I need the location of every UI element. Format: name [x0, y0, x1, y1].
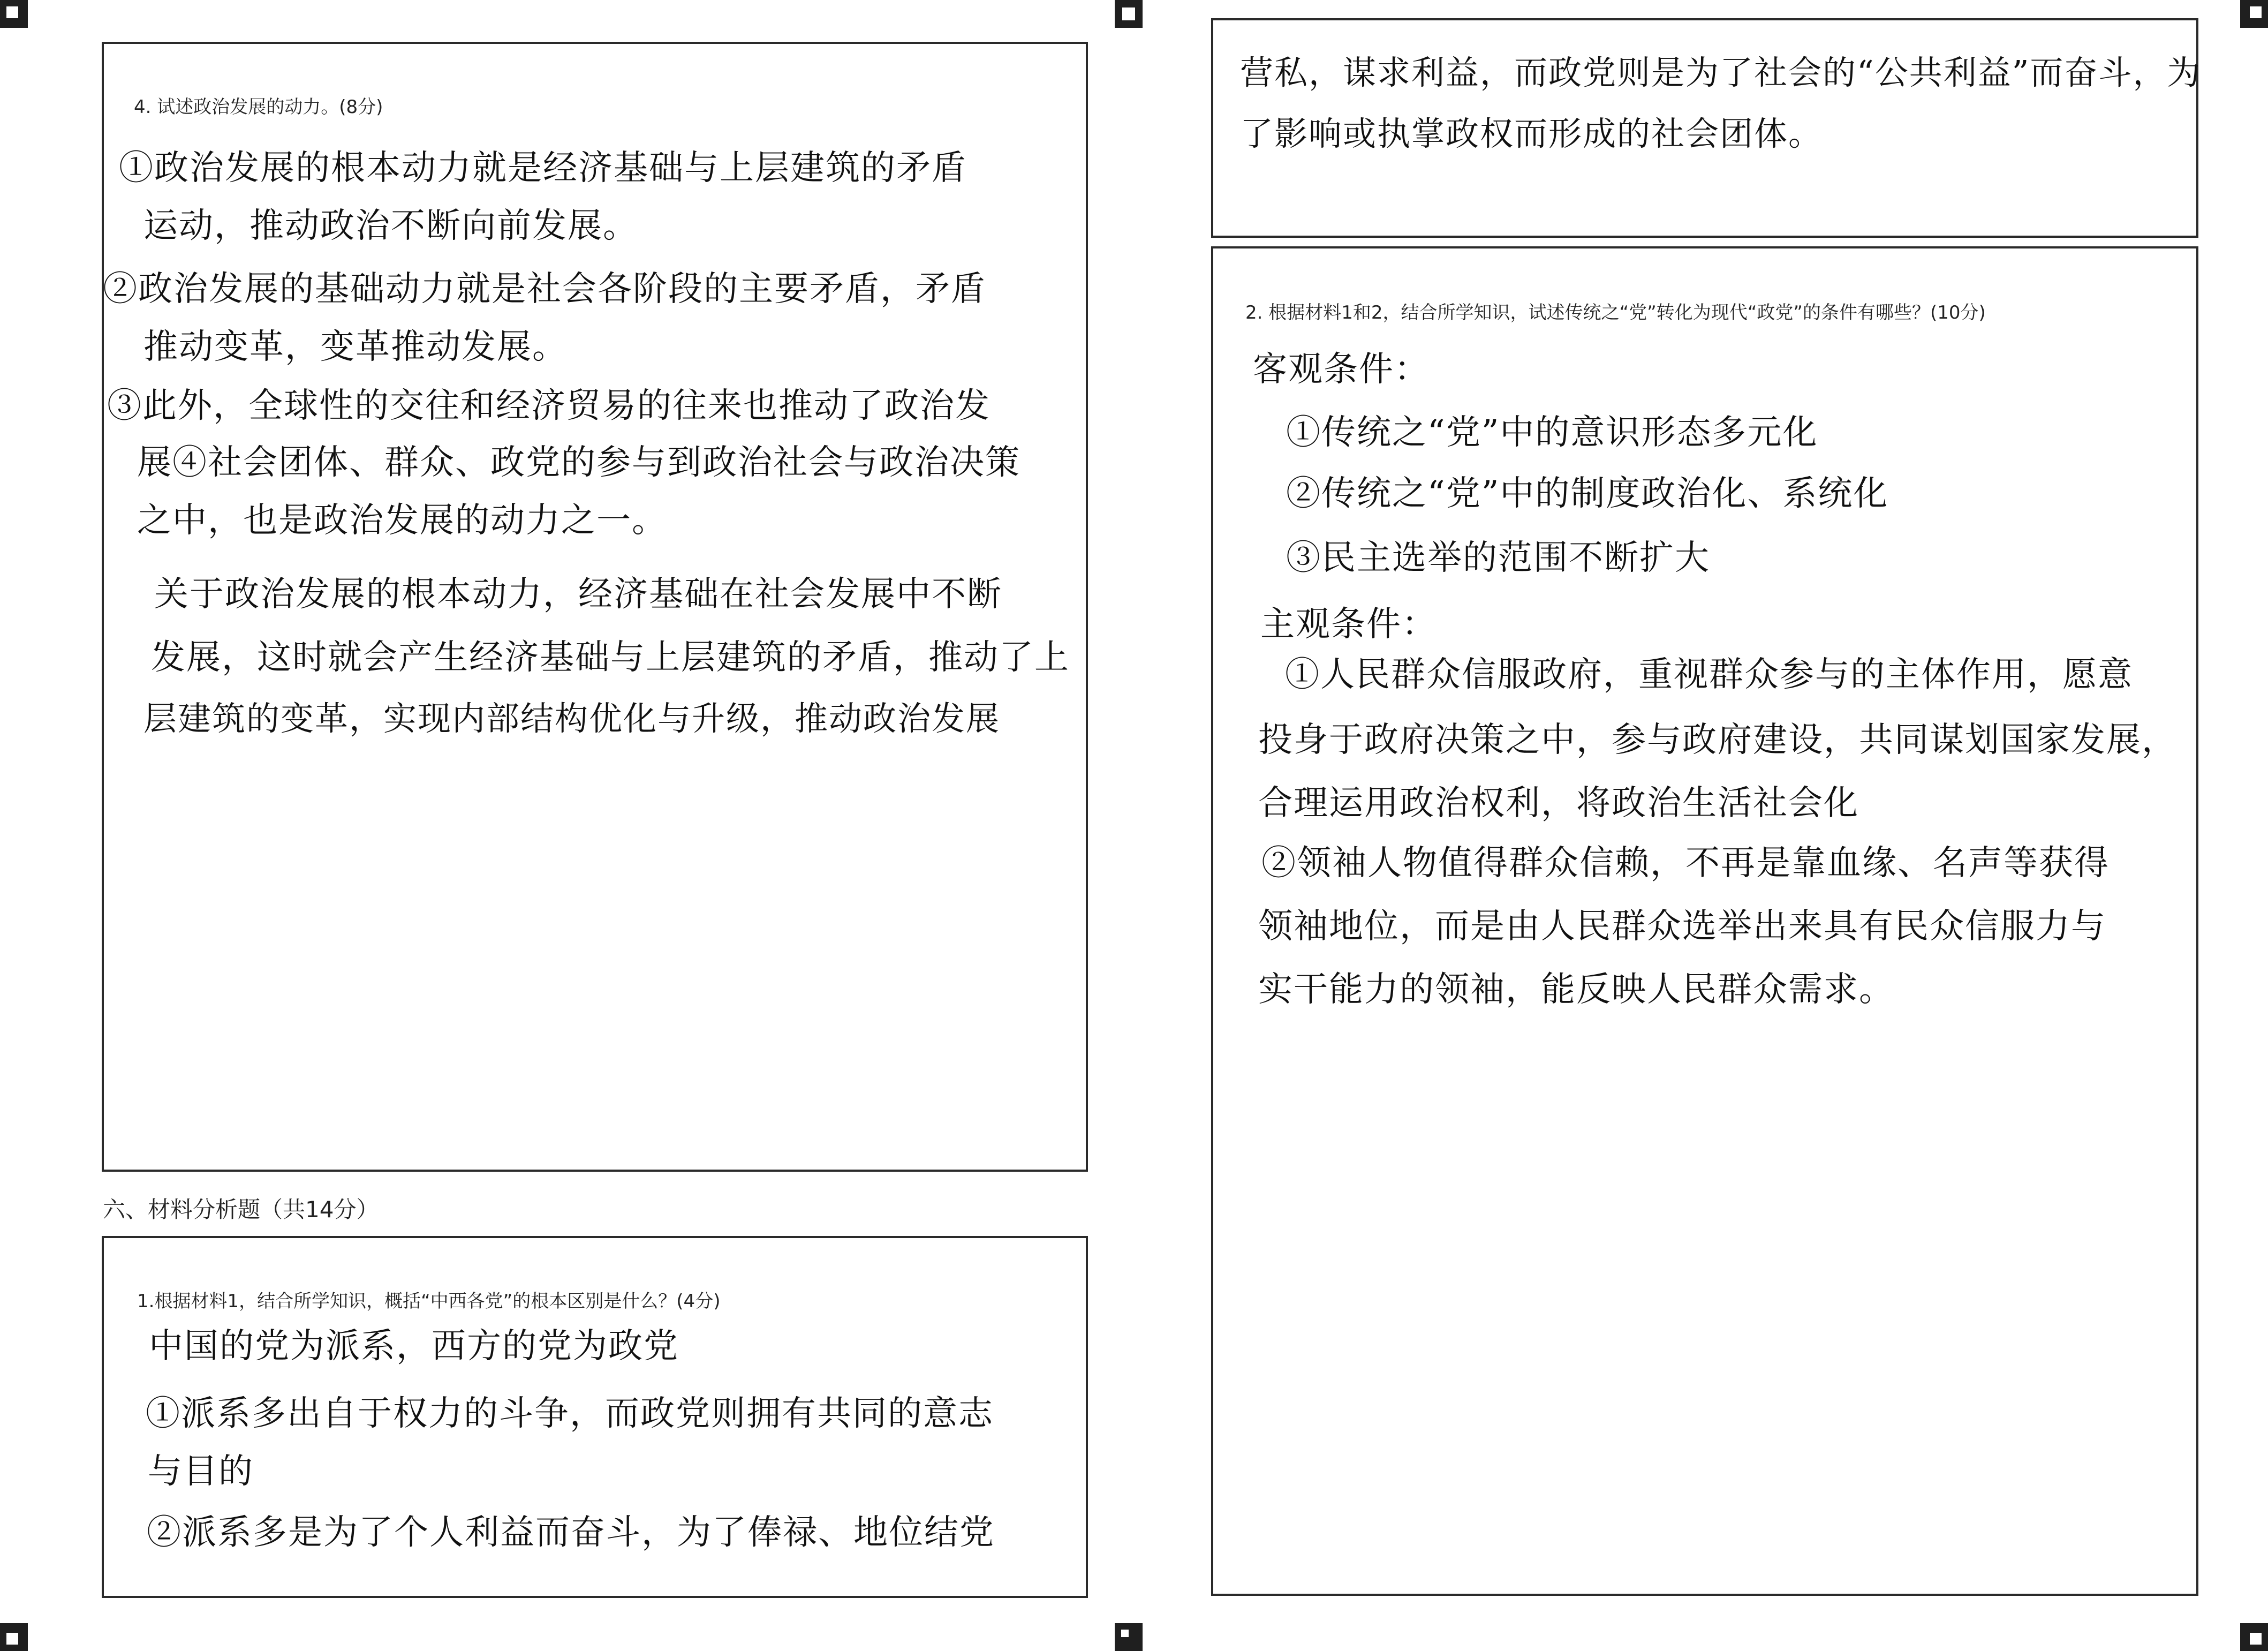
q1-continued-line: 营私，谋求利益，而政党则是为了社会的“公共利益”而奋斗，为: [1240, 53, 2202, 92]
q4-answer-line: ②政治发展的基础动力就是社会各阶段的主要矛盾，矛盾: [103, 269, 986, 309]
q2-answer-line: 主观条件：: [1260, 605, 1437, 644]
q4-answer-line: 推动变革，变革推动发展。: [143, 327, 568, 367]
registration-mark-top-middle: [1115, 0, 1143, 28]
section-six-title: 六、材料分析题（共14分）: [103, 1196, 379, 1223]
q4-prompt: 4. 试述政治发展的动力。(8分): [134, 96, 383, 118]
registration-mark-top-left: [0, 0, 28, 28]
q1-prompt: 1.根据材料1，结合所学知识，概括“中西各党”的根本区别是什么？(4分): [137, 1291, 721, 1312]
registration-mark-top-right: [2240, 0, 2268, 28]
q4-answer-line: 发展，这时就会产生经济基础与上层建筑的矛盾，推动了上: [151, 638, 1070, 677]
q4-answer-line: ①政治发展的根本动力就是经济基础与上层建筑的矛盾: [119, 148, 967, 188]
q2-answer-line: 合理运用政治权利，将政治生活社会化: [1258, 783, 1859, 823]
q1-answer-line: 与目的: [148, 1452, 254, 1491]
registration-mark-bottom-left: [0, 1623, 28, 1651]
q1-continued-line: 了影响或执掌政权而形成的社会团体。: [1240, 114, 1823, 153]
registration-mark-bottom-right: [2240, 1623, 2268, 1651]
q4-answer-line: 关于政治发展的根本动力，经济基础在社会发展中不断: [154, 575, 1002, 614]
q2-answer-line: 实干能力的领袖，能反映人民群众需求。: [1258, 970, 1894, 1009]
q2-answer-line: ③民主选举的范围不断扩大: [1286, 538, 1710, 578]
q4-answer-line: 层建筑的变革，实现内部结构优化与升级，推动政治发展: [143, 699, 1001, 738]
q2-answer-line: ①人民群众信服政府，重视群众参与的主体作用，愿意: [1285, 655, 2133, 695]
q4-answer-line: 展④社会团体、群众、政党的参与到政治社会与政治决策: [137, 443, 1020, 483]
q1-answer-line: ①派系多出自于权力的斗争，而政党则拥有共同的意志: [146, 1394, 994, 1434]
q2-answer-line: 客观条件：: [1253, 350, 1430, 389]
q4-answer-line: 之中，也是政治发展的动力之一。: [137, 501, 667, 540]
q2-answer-line: ②传统之“党”中的制度政治化、系统化: [1286, 474, 1889, 514]
q2-answer-line: 投身于政府决策之中，参与政府建设，共同谋划国家发展，: [1258, 720, 2177, 760]
q1-answer-line: ②派系多是为了个人利益而奋斗，为了俸禄、地位结党: [147, 1513, 995, 1552]
q2-prompt: 2. 根据材料1和2，结合所学知识，试述传统之“党”转化为现代“政党”的条件有哪些？(10分): [1245, 302, 1986, 323]
registration-mark-bottom-middle: [1115, 1623, 1143, 1651]
q1-answer-line: 中国的党为派系，西方的党为政党: [149, 1326, 679, 1366]
q2-answer-line: ①传统之“党”中的意识形态多元化: [1286, 413, 1818, 453]
q4-answer-line: 运动，推动政治不断向前发展。: [143, 206, 638, 246]
q2-answer-line: ②领袖人物值得群众信赖，不再是靠血缘、名声等获得: [1261, 843, 2110, 883]
q4-answer-line: ③此外，全球性的交往和经济贸易的往来也推动了政治发: [107, 386, 991, 426]
q2-answer-line: 领袖地位，而是由人民群众选举出来具有民众信服力与: [1258, 907, 2106, 946]
